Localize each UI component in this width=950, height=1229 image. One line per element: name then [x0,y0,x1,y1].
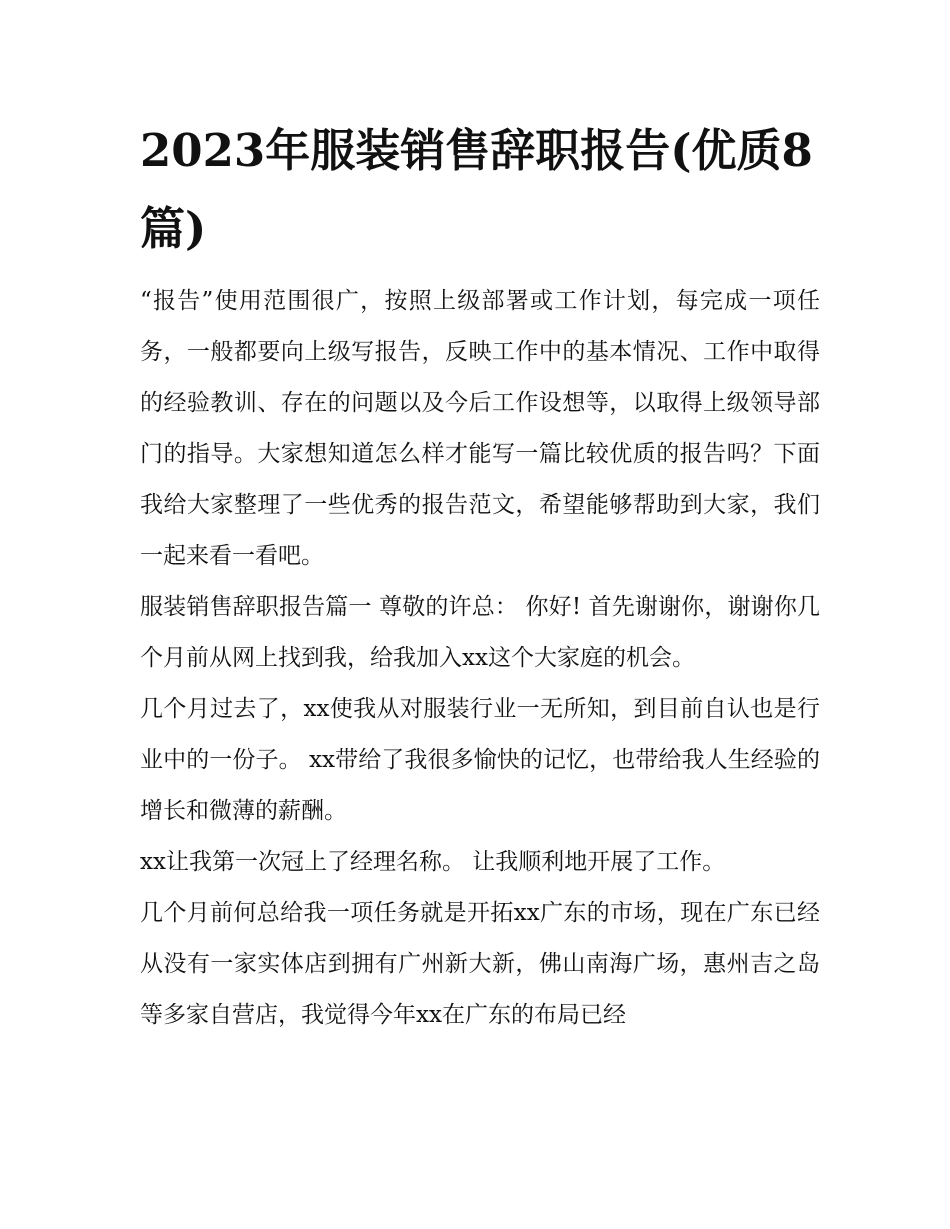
document-title: 2023年服装销售辞职报告(优质8篇) [140,124,813,255]
paragraph-experience: 几个月过去了，xx使我从对服装行业一无所知，到目前自认也是行业中的一份子。 xx带给了我很多愉快的记忆，也带给我人生经验的增长和微薄的薪酬。 [140,696,820,824]
paragraph-greeting: 服装销售辞职报告篇一 尊敬的许总： 你好! 首先谢谢你，谢谢你几个月前从网上找到我，给我加入xx这个大家庭的机会。 [140,594,820,671]
document-body [140,276,820,1041]
paragraph-intro: “报告”使用范围很广，按照上级部署或工作计划，每完成一项任务，一般都要向上级写报告，反映工作中的基本情况、工作中取得的经验教训、存在的问题以及今后工作设想等，以取得上级领导部门的指导。大家想知道怎么样才能写一篇比较优质的报告吗？下面我给大家整理了一些优秀的报告范文，希望能够帮助到大家，我们一起来看一看吧。 [140,288,820,569]
paragraph-manager: xx让我第一次冠上了经理名称。 让我顺利地开展了工作。 [140,849,726,875]
paragraph-market: 几个月前何总给我一项任务就是开拓xx广东的市场，现在广东已经从没有一家实体店到拥有广州新大新，佛山南海广场，惠州吉之岛等多家自营店，我觉得今年xx在广东的布局已经 [140,900,820,1028]
